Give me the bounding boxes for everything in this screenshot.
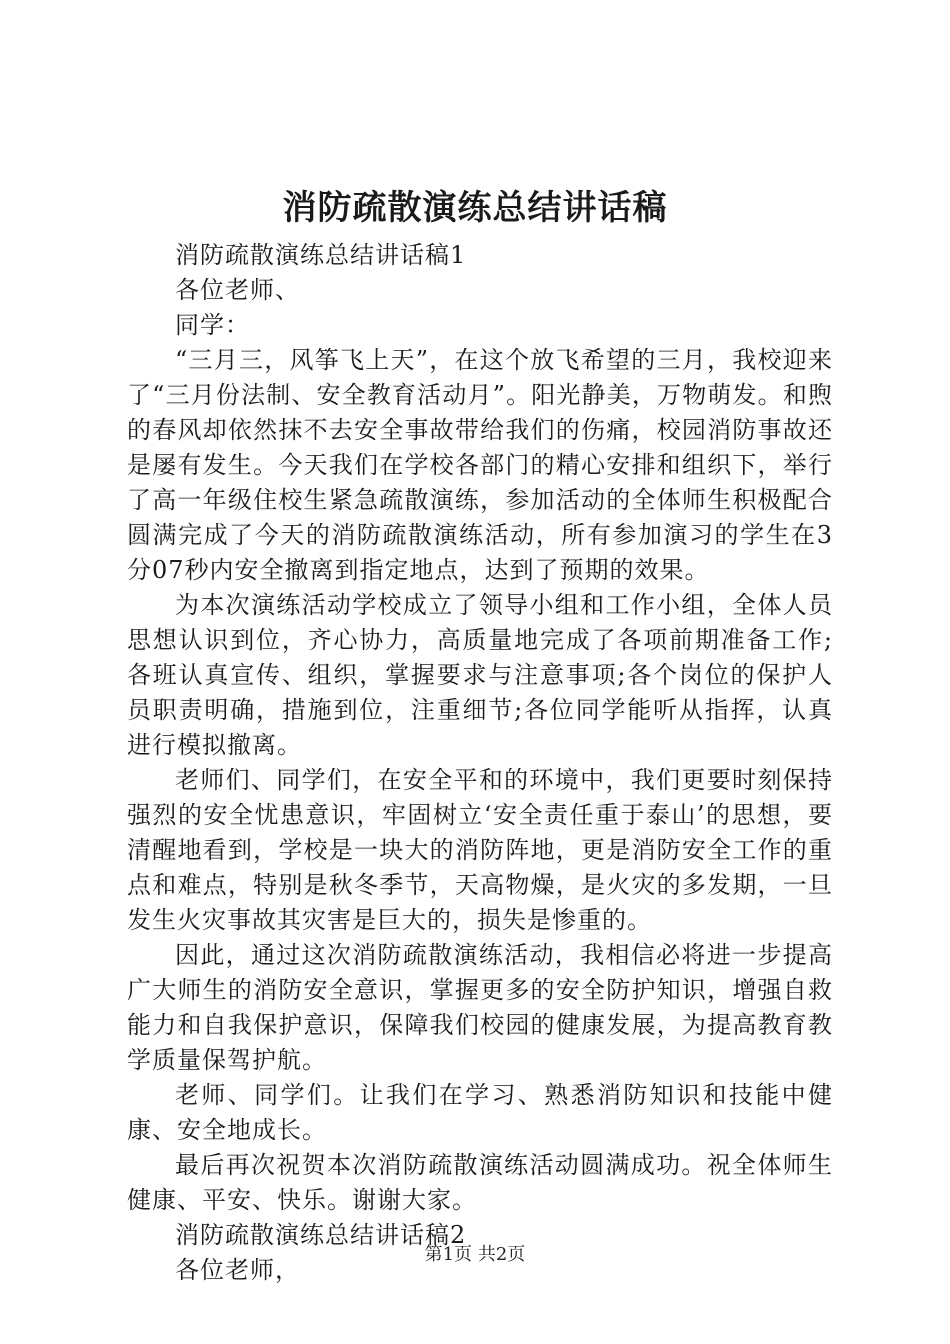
body-paragraph: “三月三，风筝飞上天”，在这个放飞希望的三月，我校迎来了“三月份法制、安全教育活动月”。阳光静美，万物萌发。和煦的春风却依然抹不去安全事故带给我们的伤痛，校园消防事故还是屡有发生。今天我们在学校各部门的精心安排和组织下，举行了高一年级住校生紧急疏散演练，参加活动的全体师生积极配合圆满完成了今天的消防疏散演练活动，所有参加演习的学生在3分07秒内安全撤离到指定地点，达到了预期的效果。: [127, 346, 833, 584]
salutation-line: 各位老师，: [175, 1256, 300, 1284]
document-title: 消防疏散演练总结讲话稿: [282, 188, 668, 228]
section-heading: 消防疏散演练总结讲话稿2: [175, 1221, 467, 1249]
body-paragraph: 为本次演练活动学校成立了领导小组和工作小组，全体人员思想认识到位，齐心协力，高质量地完成了各项前期准备工作;各班认真宣传、组织，掌握要求与注意事项;各个岗位的保护人员职责明确，措施到位，注重细节;各位同学能听从指挥，认真进行模拟撤离。: [127, 591, 833, 759]
body-paragraph: 因此，通过这次消防疏散演练活动，我相信必将进一步提高广大师生的消防安全意识，掌握更多的安全防护知识，增强自救能力和自我保护意识，保障我们校园的健康发展，为提高教育教学质量保驾护航。: [127, 941, 833, 1074]
page-footer: 第1页 共2页: [424, 1244, 526, 1265]
section-heading: 消防疏散演练总结讲话稿1: [175, 241, 467, 269]
body-paragraph: 最后再次祝贺本次消防疏散演练活动圆满成功。祝全体师生健康、平安、快乐。谢谢大家。: [127, 1151, 833, 1214]
salutation-line: 同学：: [175, 311, 250, 339]
salutation-line: 各位老师、: [175, 276, 300, 304]
document-body: [127, 238, 833, 1288]
body-paragraph: 老师、同学们。让我们在学习、熟悉消防知识和技能中健康、安全地成长。: [127, 1081, 833, 1144]
body-paragraph: 老师们、同学们，在安全平和的环境中，我们更要时刻保持强烈的安全忧患意识，牢固树立‘安全责任重于泰山’的思想，要清醒地看到，学校是一块大的消防阵地，更是消防安全工作的重点和难点，特别是秋冬季节，天高物燥，是火灾的多发期，一旦发生火灾事故其灾害是巨大的，损失是惨重的。: [127, 766, 833, 934]
